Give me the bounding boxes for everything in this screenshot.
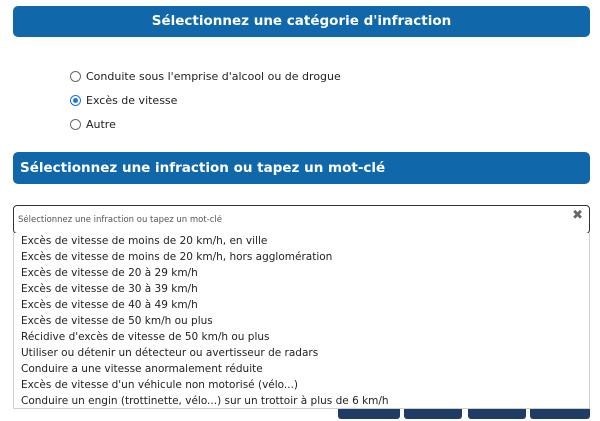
radio-label: Excès de vitesse (86, 93, 178, 107)
dropdown-option[interactable]: Récidive d'excès de vitesse de 50 km/h ou plus (21, 331, 270, 343)
dropdown-option[interactable]: Excès de vitesse d'un véhicule non motorisé (vélo...) (21, 379, 299, 391)
radio-button-checked[interactable] (70, 95, 81, 106)
radio-button[interactable] (70, 119, 81, 130)
infraction-search-input[interactable] (18, 210, 558, 229)
dropdown-option[interactable]: Excès de vitesse de moins de 20 km/h, hors agglomération (21, 251, 333, 263)
category-header: Sélectionnez une catégorie d'infraction (13, 6, 590, 37)
dropdown-option[interactable]: Excès de vitesse de 50 km/h ou plus (21, 315, 213, 327)
dropdown-option[interactable]: Conduire un engin (trottinette, vélo...) sur un trottoir à plus de 6 km/h (21, 395, 389, 407)
infraction-header: Sélectionnez une infraction ou tapez un mot-clé (13, 152, 590, 184)
dropdown-option[interactable]: Excès de vitesse de 40 à 49 km/h (21, 299, 198, 311)
infraction-combobox[interactable] (13, 205, 590, 234)
dropdown-option[interactable]: Utiliser ou détenir un détecteur ou avertisseur de radars (21, 347, 319, 359)
radio-option-autre[interactable] (70, 112, 341, 136)
radio-label: Conduite sous l'emprise d'alcool ou de drogue (86, 69, 341, 83)
radio-button[interactable] (70, 71, 81, 82)
radio-label: Autre (86, 117, 116, 131)
category-radio-group (70, 64, 341, 136)
infraction-dropdown-list (13, 233, 590, 409)
clear-icon[interactable]: ✖ (572, 208, 583, 223)
dropdown-option[interactable]: Conduire a une vitesse anormalement réduite (21, 363, 263, 375)
dropdown-option[interactable]: Excès de vitesse de moins de 20 km/h, en ville (21, 235, 268, 247)
dropdown-option[interactable]: Excès de vitesse de 20 à 29 km/h (21, 267, 198, 279)
dropdown-option[interactable]: Excès de vitesse de 30 à 39 km/h (21, 283, 198, 295)
radio-option-vitesse[interactable] (70, 88, 341, 112)
radio-option-alcool[interactable] (70, 64, 341, 88)
